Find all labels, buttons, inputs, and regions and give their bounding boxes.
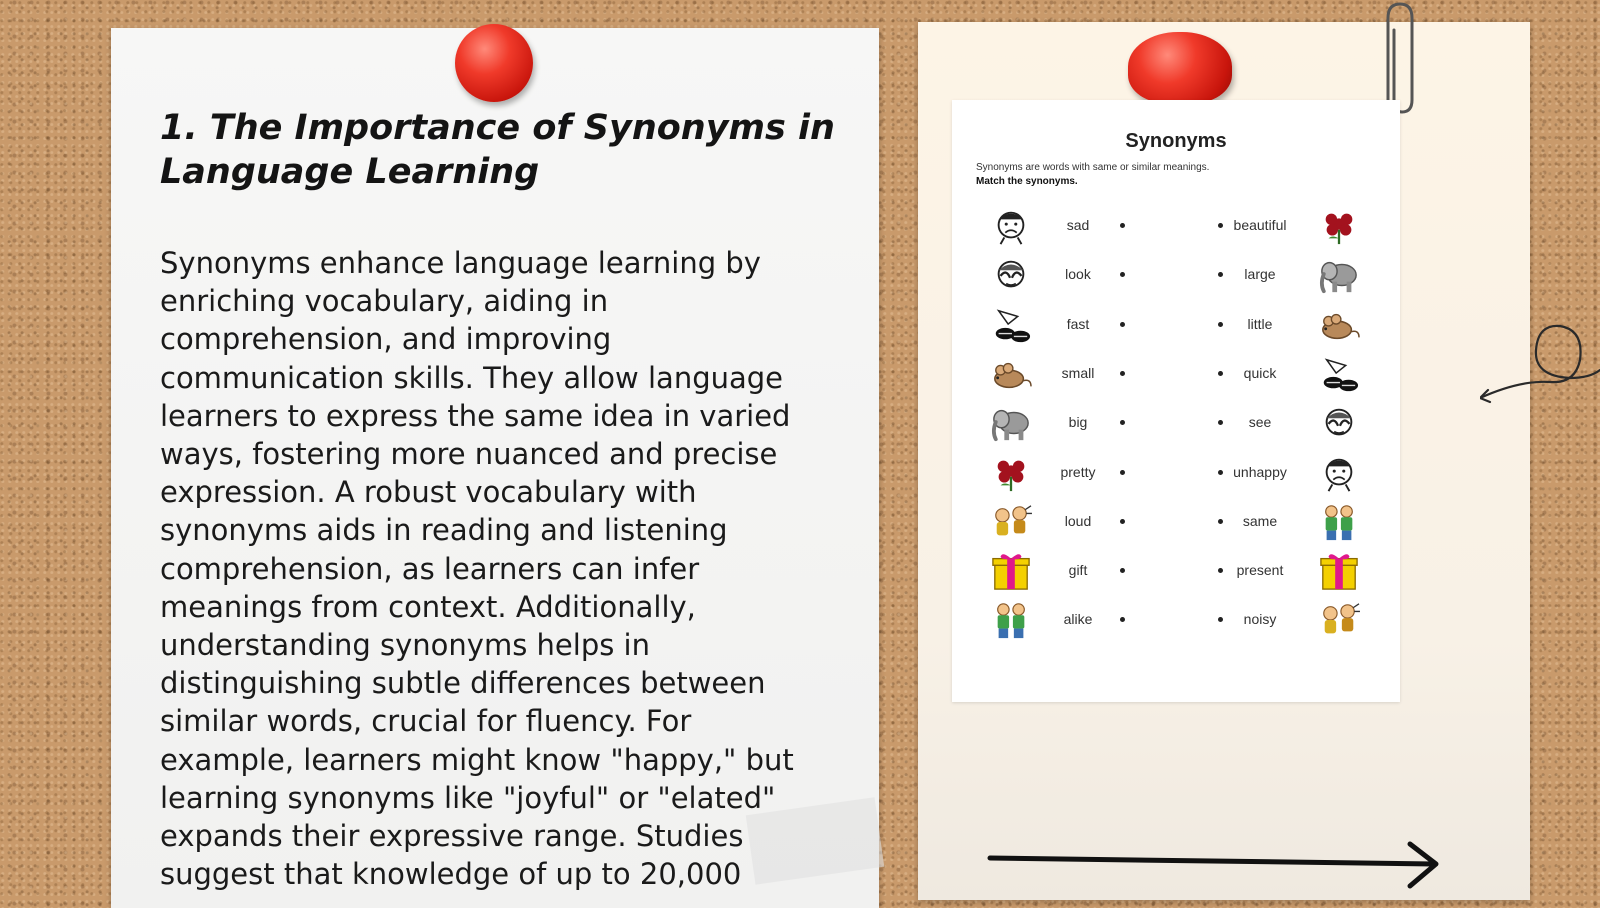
- gift-box-icon: [1316, 551, 1362, 591]
- match-dot-icon: [1120, 519, 1125, 524]
- note-body-text: Synonyms enhance language learning by enriching vocabulary, aiding in comprehension, and improving communication skills. They allow language learners to express the same idea in varied ways, fostering more nuanced and precise expression. A robust vocabulary with synonyms aids in reading and listening comprehension, as learners can infer meanings from context. Additionally, understanding synonyms helps in distinguishing subtle differences between similar words, crucial for fluency. For example, learners might know "happy," but learning synonyms like "joyful" or "elated" expands their expressive range. Studies suggest that knowledge of up to 20,000: [160, 246, 794, 892]
- worksheet-definition: Synonyms are words with same or similar meanings.: [976, 162, 1210, 173]
- peeking-face-icon: [1316, 403, 1362, 443]
- worksheet-row: [952, 549, 1400, 593]
- synonyms-worksheet: [952, 100, 1400, 702]
- mouse-icon: [1316, 305, 1362, 345]
- worksheet-row: [952, 303, 1400, 347]
- shouting-kids-icon: [1316, 600, 1362, 640]
- worksheet-row: [952, 352, 1400, 396]
- running-shoes-icon: [1316, 354, 1362, 394]
- sad-face-icon: [1316, 453, 1362, 493]
- worksheet-right-word: same: [1242, 512, 1278, 529]
- flower-icon: [1316, 206, 1362, 246]
- worksheet-left-word: sad: [1066, 217, 1090, 233]
- worksheet-left-word: gift: [1068, 562, 1088, 579]
- match-dot-icon: [1120, 470, 1125, 475]
- red-pushpin-icon: [1128, 32, 1232, 104]
- match-dot-icon: [1120, 223, 1125, 228]
- worksheet-right-word: see: [1248, 414, 1272, 431]
- match-dot-icon: [1120, 617, 1125, 622]
- match-dot-icon: [1120, 568, 1125, 573]
- worksheet-instruction: Match the synonyms.: [976, 176, 1078, 187]
- match-dot-icon: [1120, 420, 1125, 425]
- worksheet-right-word: beautiful: [1233, 217, 1287, 233]
- worksheet-left-word: fast: [1066, 315, 1090, 332]
- note-title: 1. The Importance of Synonyms in Language Learning: [160, 108, 835, 192]
- worksheet-right-word: little: [1247, 315, 1273, 332]
- curly-arrow-doodle-icon: [1480, 310, 1600, 410]
- match-dot-icon: [1120, 272, 1125, 277]
- worksheet-row: [952, 451, 1400, 495]
- worksheet-title: Synonyms: [1125, 130, 1227, 152]
- shouting-kids-icon: [988, 502, 1034, 542]
- worksheet-right-word: present: [1236, 562, 1284, 579]
- worksheet-left-word: small: [1061, 364, 1095, 381]
- worksheet-row: [952, 253, 1400, 297]
- worksheet-right-word: quick: [1243, 364, 1277, 381]
- sad-face-icon: [988, 206, 1034, 246]
- worksheet-left-word: loud: [1064, 512, 1092, 529]
- worksheet-left-word: look: [1065, 266, 1091, 283]
- elephant-icon: [988, 403, 1034, 443]
- worksheet-right-word: noisy: [1243, 611, 1277, 628]
- elephant-icon: [1316, 255, 1362, 295]
- worksheet-left-word: alike: [1063, 611, 1093, 628]
- right-arrow-icon: [986, 838, 1448, 898]
- match-dot-icon: [1120, 371, 1125, 376]
- match-dot-icon: [1120, 322, 1125, 327]
- worksheet-right-word: unhappy: [1233, 463, 1287, 480]
- running-shoes-icon: [988, 305, 1034, 345]
- red-pushpin-icon: [455, 24, 533, 102]
- peeking-face-icon: [988, 255, 1034, 295]
- worksheet-row: [952, 598, 1400, 642]
- worksheet-row: [952, 204, 1400, 248]
- twins-icon: [1316, 502, 1362, 542]
- worksheet-row: [952, 500, 1400, 544]
- worksheet-left-word: big: [1068, 414, 1088, 431]
- worksheet-right-word: large: [1244, 266, 1276, 283]
- gift-box-icon: [988, 551, 1034, 591]
- mouse-icon: [988, 354, 1034, 394]
- worksheet-row: [952, 401, 1400, 445]
- flower-icon: [988, 453, 1034, 493]
- twins-icon: [988, 600, 1034, 640]
- worksheet-left-word: pretty: [1060, 463, 1096, 480]
